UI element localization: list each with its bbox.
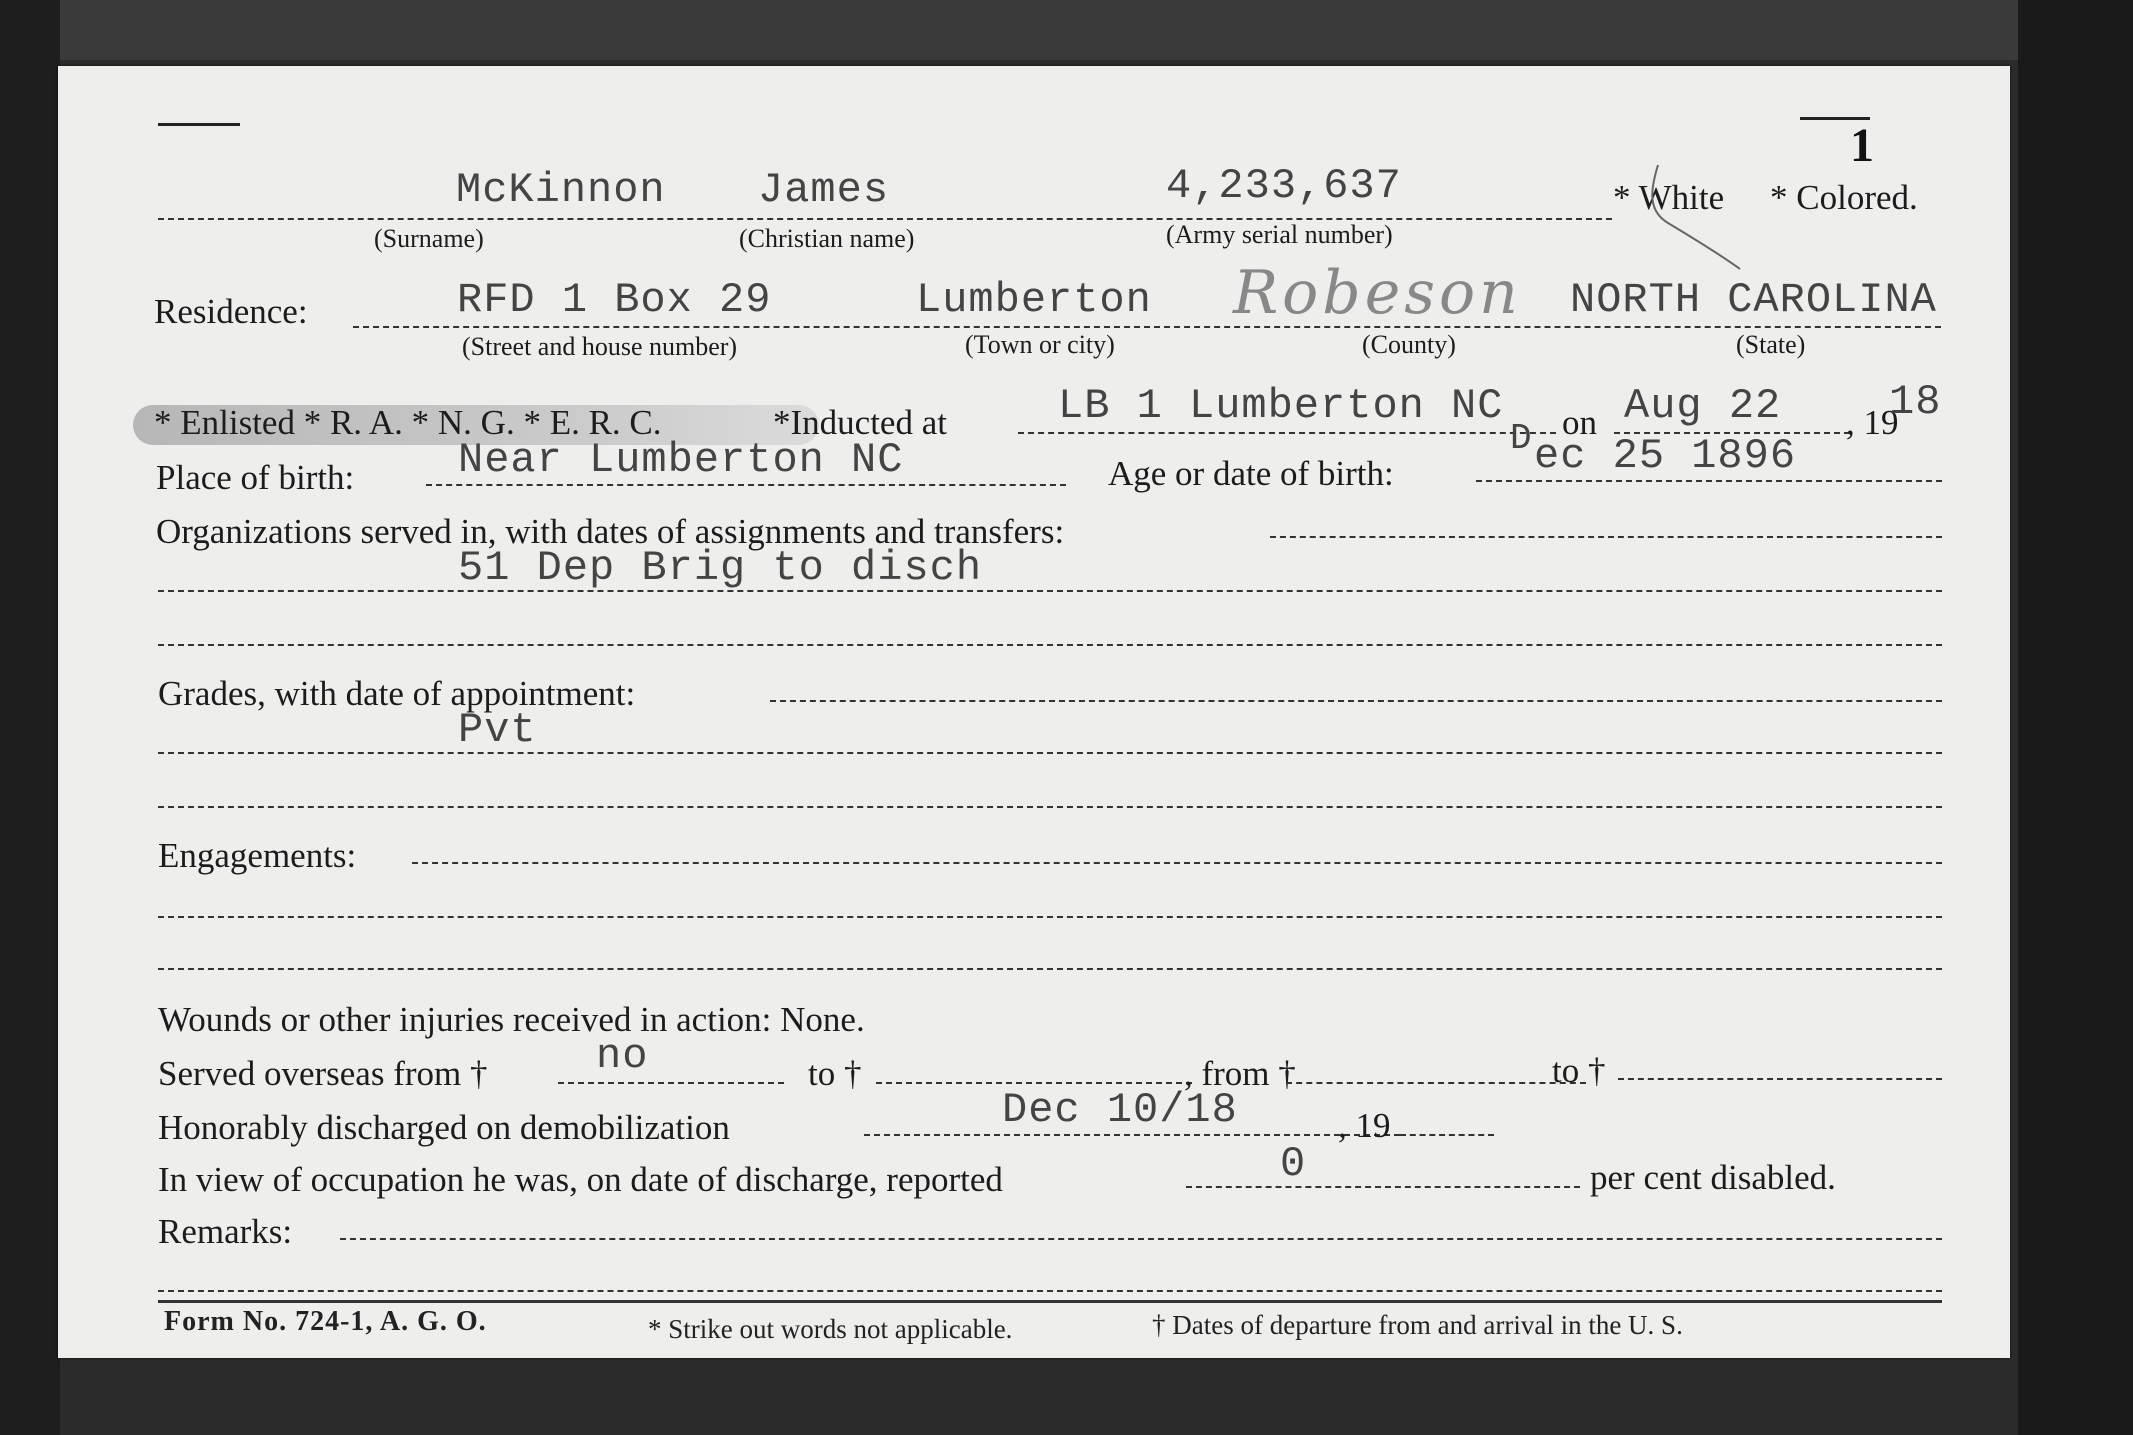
overseas-to2-label: to † [1552, 1051, 1606, 1090]
residence-street-value: RFD 1 Box 29 [457, 276, 772, 324]
name-line [158, 218, 1612, 220]
remarks-line-2 [158, 1290, 1942, 1292]
inducted-year-prefix: , 19 [1846, 403, 1899, 442]
disability-suffix: per cent disabled. [1590, 1158, 1836, 1197]
footer-rule [158, 1300, 1942, 1303]
colored-label: * Colored. [1770, 178, 1918, 217]
overseas-to2-line [1618, 1078, 1942, 1080]
grades-line-3 [158, 806, 1942, 808]
scanner-background-top [0, 0, 2133, 60]
residence-state-value: NORTH CAROLINA [1570, 276, 1937, 324]
disability-line [1186, 1186, 1580, 1188]
scanner-background-right [2018, 0, 2133, 1435]
grades-line-2 [158, 752, 1942, 754]
inducted-at-value: LB 1 Lumberton NC [1058, 382, 1504, 430]
disability-label: In view of occupation he was, on date of discharge, reported [158, 1160, 1003, 1199]
card-number: 1 [1850, 119, 1874, 172]
inducted-year-suffix: 18 [1889, 378, 1942, 426]
discharge-label: Honorably discharged on demobilization [158, 1108, 730, 1147]
discharge-date-value: Dec 10/18 [1002, 1086, 1238, 1134]
engagements-line-3 [158, 968, 1942, 970]
surname-value: McKinnon [456, 166, 666, 214]
overseas-from2-line [1286, 1082, 1586, 1084]
residence-line [353, 326, 1941, 328]
overseas-to-label: to † [808, 1054, 862, 1093]
date-of-birth-line [1476, 480, 1942, 482]
overseas-to-line [876, 1082, 1192, 1084]
footer-dates-note: † Dates of departure from and arrival in the U. S. [1152, 1310, 1683, 1340]
remarks-label: Remarks: [158, 1212, 293, 1251]
organizations-value: 51 Dep Brig to disch [458, 544, 983, 592]
organizations-line-3 [158, 644, 1942, 646]
place-of-birth-value: Near Lumberton NC [458, 436, 904, 484]
residence-label: Residence: [154, 292, 308, 331]
engagements-line-1 [412, 862, 1942, 864]
disability-value: 0 [1280, 1140, 1307, 1188]
serial-number-caption: (Army serial number) [1166, 220, 1393, 249]
inducted-date-value: Aug 22 [1624, 382, 1782, 430]
place-of-birth-line [426, 484, 1066, 486]
footer-form-number: Form No. 724-1, A. G. O. [164, 1306, 487, 1337]
scanner-background-left [0, 0, 60, 1435]
grades-value: Pvt [458, 706, 537, 754]
overseas-from-line [558, 1082, 784, 1084]
residence-county-handwritten: Robeson [1233, 258, 1522, 328]
town-caption: (Town or city) [965, 330, 1115, 359]
served-overseas-value: no [596, 1032, 649, 1080]
remarks-line-1 [340, 1238, 1942, 1240]
discharge-line [864, 1134, 1400, 1136]
inducted-label: *Inducted at [773, 403, 947, 442]
date-of-birth-label: Age or date of birth: [1108, 454, 1394, 493]
date-of-birth-prefix: D [1510, 418, 1533, 459]
engagements-line-2 [158, 916, 1942, 918]
county-caption: (County) [1362, 330, 1456, 359]
place-of-birth-label: Place of birth: [156, 458, 355, 497]
enlistment-options: * Enlisted * R. A. * N. G. * E. R. C. [154, 403, 662, 442]
state-caption: (State) [1736, 330, 1806, 359]
organizations-label: Organizations served in, with dates of assignments and transfers: [156, 512, 1065, 551]
footer-strike-note: * Strike out words not applicable. [648, 1314, 1013, 1344]
discharge-year-prefix: , 19 [1338, 1106, 1391, 1145]
christian-name-caption: (Christian name) [739, 224, 915, 253]
inducted-on-label: on [1562, 403, 1597, 442]
wounds-text: Wounds or other injuries received in action: None. [158, 1000, 865, 1039]
christian-name-value: James [758, 166, 890, 214]
white-strikeout-mark [1628, 161, 1746, 273]
organizations-line-2 [158, 590, 1942, 592]
grades-line-1 [770, 700, 1942, 702]
service-record-card [58, 66, 2010, 1358]
date-of-birth-value: ec 25 1896 [1534, 432, 1797, 480]
served-overseas-label: Served overseas from † [158, 1054, 488, 1093]
white-label: * White [1613, 178, 1725, 217]
street-caption: (Street and house number) [462, 332, 738, 361]
overseas-from-label: , from † [1184, 1054, 1296, 1093]
top-dash-mark [158, 123, 240, 126]
residence-town-value: Lumberton [916, 276, 1152, 324]
engagements-label: Engagements: [158, 836, 357, 875]
inducted-line [1018, 432, 1556, 434]
discharge-year-line [1400, 1134, 1494, 1136]
grades-label: Grades, with date of appointment: [158, 674, 636, 713]
organizations-line-1 [1270, 536, 1942, 538]
serial-number-value: 4,233,637 [1166, 162, 1402, 210]
surname-caption: (Surname) [374, 224, 484, 253]
